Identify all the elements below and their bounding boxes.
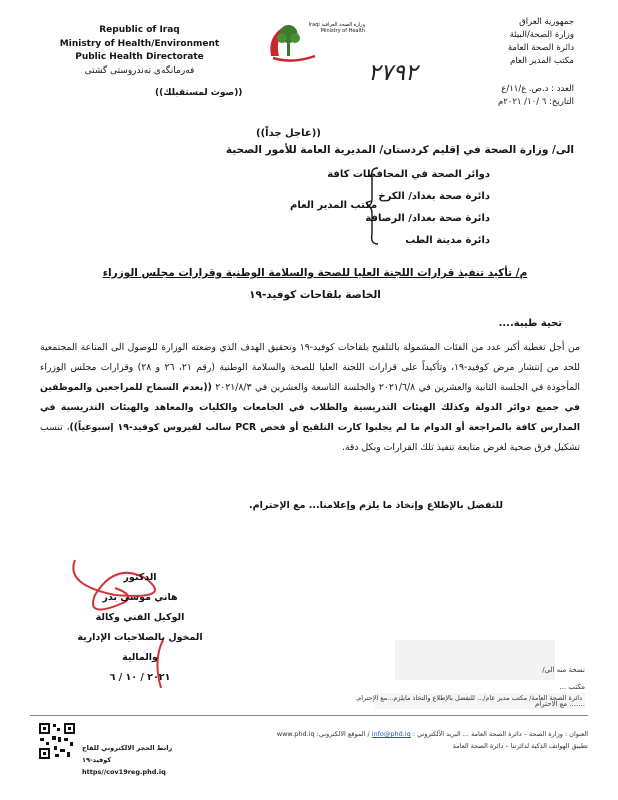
signature-title: الدكتور (123, 572, 157, 583)
header-ar-line-3: دائرة الصحة العامة (507, 43, 574, 53)
copies-line-2: مكتب ... (559, 683, 585, 691)
logo-text: وزارة الصحة العراقية Iraqi Ministry of Health (308, 22, 365, 34)
voice-slogan: ((صوت لمستقبلك)) (155, 88, 243, 98)
urgent-label: ((عاجل جداً)) (256, 128, 321, 139)
copies-block (380, 662, 585, 713)
qr-caption (82, 742, 182, 778)
signature-position: الوكيل الفني وكالة (95, 612, 185, 623)
handwritten-reference-number: ٢٧٩٢ (368, 60, 418, 86)
header-en-line-2: Ministry of Health/Environment (59, 38, 220, 49)
footer-address: العنوان : وزارة الصحة – دائرة الصحة العامة ... البريد الألكتروني : (412, 730, 588, 738)
recipient-item: دائرة صحة بغداد/ الرصافة (365, 213, 490, 224)
header-english (52, 24, 227, 78)
addressee-line: الى/ وزارة الصحة في إقليم كردستان/ المديرية العامة للأمور الصحية (225, 144, 574, 156)
signature-authority: المخول بالصلاحيات الإدارية والمالية (77, 632, 203, 663)
letter-date: التاريخ: ٦ /١٠/ ٢٠٢١م (497, 97, 574, 107)
header-en-line-1: Republic of Iraq (99, 25, 180, 35)
greeting: تحية طيبة.... (498, 318, 562, 329)
body-text-bold: ((بعدم السماح للمراجعين والموظفين في جميع دوائر الدولة وكذلك الهيئات التدريسية والطلاب في الجامعات والكليات والمعاهد والهيئات التدريسية في المدارس كافة بالمراجعة أو الدوام ما لم يجلبوا كارت التلقيح أو فحص PCR سالب لفيروس كوفيد-١٩ إسبوعياً)) (40, 382, 580, 433)
header-kurdish-line: فەرمانگەی تەندروستی گشتی (84, 65, 195, 76)
closing-line: للتفضل بالإطلاع وإتخاذ ما يلزم وإعلامنا... مع الإحترام. (249, 500, 503, 511)
letter-meta (394, 83, 574, 109)
recipient-item: دائرة مدينة الطب (405, 235, 490, 246)
copies-line-1: نسخة منه الى/ (542, 666, 585, 674)
body-text-part-1: من أجل تغطية أكبر عدد من الفئات المشمولة بالتلقيح بلقاحات كوفيد-١٩ وتحقيق الهدف الذي وضعته الوزارة للوصول الى المناعة المجتمعية للحد من إنتشار مرض كوفيد-١٩، وتأكيداً على قرارات اللجنة العليا للصحة والسلامة الوطنية (رقم ٢١، ٢٦ و ٢٨) وقرارات مجلس الوزراء المأخوذة في الجلسة الثانية والعشرين في ٢٠٢١/٦/٨ والجلسة التاسعة والعشرين في ٢٠٢١/٨/٣ (40, 342, 580, 393)
header-en-line-3: Public Health Directorate (75, 52, 204, 62)
recipient-item: دوائر الصحة في المحافظات كافة (327, 169, 490, 180)
footer-website-link[interactable]: www.phd.iq (276, 730, 315, 738)
signature-block (70, 568, 210, 688)
footer-contact-line (180, 728, 588, 740)
copies-note: دائرة الصحة العامة/ مكتب مدير عام/... للتفضل بالإطلاع والتخاذ مايلزم...مع الإحترام. (355, 694, 582, 702)
signature-name: هاني موسى بدر (102, 592, 178, 603)
subject-line-1: م/ تأكيد تنفيذ قرارات اللجنة العليا للصحة والسلامة الوطنية وقرارات مجلس الوزراء (102, 267, 528, 279)
body-text-part-2: ، تنسب تشكيل فرق صحية لغرض متابعة تنفيذ تلك القرارات وبكل دقة. (40, 422, 580, 453)
header-ar-line-1: جمهورية العراق (519, 17, 574, 27)
copies-line-3: ....... مع الاحترام (534, 700, 585, 708)
footer-email-link[interactable]: info@phd.iq (371, 730, 411, 738)
footer (180, 728, 588, 752)
qr-url: https//cov19reg.phd.iq (82, 768, 166, 776)
subject-line-2: الخاصة بلقاحات كوفيد-١٩ (249, 289, 381, 301)
header-ar-line-2: وزارة الصحة/البيئة (509, 30, 574, 40)
footer-app-line: تطبيق الهواتف الذكية لدائرتنا – دائرة الصحة العامة (452, 742, 588, 750)
qr-code-icon[interactable] (38, 722, 76, 760)
footer-site-label: / الموقع الالكتروني: (316, 730, 370, 738)
recipient-item: دائرة صحة بغداد/ الكرخ (378, 191, 490, 202)
body-paragraph (40, 338, 580, 458)
footer-divider (30, 715, 588, 716)
header-ar-line-4: مكتب المدير العام (510, 56, 574, 66)
subject (80, 262, 550, 306)
signature-date: ٢٠٢١ / ١٠ / ٦ (109, 672, 171, 683)
qr-caption-text: رابط الحجز الالكتروني للقاح كوفيد-١٩ (82, 744, 173, 764)
letter-number: العدد : د.ص. ع/١١/ع (501, 84, 574, 94)
header-arabic (434, 16, 574, 68)
general-manager-office: مكتب المدير العام (290, 200, 378, 211)
